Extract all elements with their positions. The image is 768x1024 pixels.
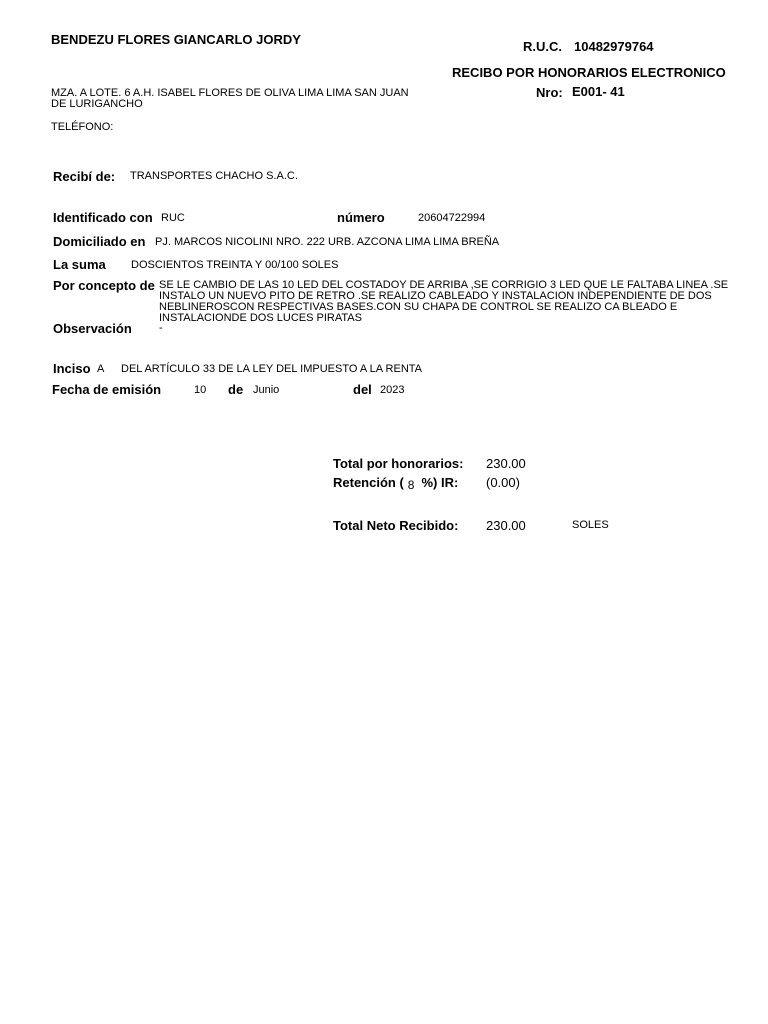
issuer-ruc: 10482979764 [574,39,654,54]
numero-label: número [337,210,385,225]
inciso-value: A [97,363,105,375]
numero-value: 20604722994 [418,212,486,224]
document-title: RECIBO POR HONORARIOS ELECTRONICO [452,65,726,80]
fecha-del-label: del [353,382,372,397]
observacion-value: - [159,322,163,334]
inciso-label: Inciso [53,361,91,376]
issuer-name: BENDEZU FLORES GIANCARLO JORDY [51,32,301,47]
identificado-label: Identificado con [53,210,153,225]
currency-label: SOLES [572,519,609,531]
total-neto-label: Total Neto Recibido: [333,518,459,533]
observacion-label: Observación [53,321,132,336]
phone-label: TELÉFONO: [51,121,114,133]
document-number: E001- 41 [572,84,625,99]
total-honorarios-label: Total por honorarios: [333,456,464,471]
retencion-label-end: %) IR: [421,475,459,490]
total-neto-value: 230.00 [486,518,526,533]
suma-value: DOSCIENTOS TREINTA Y 00/100 SOLES [131,259,339,271]
ruc-label: R.U.C. [523,39,562,54]
suma-label: La suma [53,257,106,272]
inciso-text: DEL ARTÍCULO 33 DE LA LEY DEL IMPUESTO A LA RENTA [121,363,422,375]
concepto-label: Por concepto de [53,278,155,293]
domicilio-value: PJ. MARCOS NICOLINI NRO. 222 URB. AZCONA LIMA LIMA BREÑA [155,236,500,248]
concepto-line: SE LE CAMBIO DE LAS 10 LED DEL COSTADOY DE ARRIBA ,SE CORRIGIO 3 LED QUE LE FALTABA LINEA .SE [159,279,729,291]
nro-label: Nro: [536,85,563,100]
fecha-de-label: de [228,382,244,397]
recibi-label: Recibí de: [53,169,116,184]
concepto-line: INSTALO UN NUEVO PITO DE RETRO .SE REALIZO CABLEADO Y INSTALACION INDEPENDIENTE DE DOS [159,290,712,302]
issuer-address: MZA. A LOTE. 6 A.H. ISABEL FLORES DE OLIVA LIMA LIMA SAN JUAN DE LURIGANCHO [51,87,409,110]
fecha-label: Fecha de emisión [52,382,162,397]
domicilio-label: Domiciliado en [53,234,146,249]
fecha-day: 10 [194,384,207,396]
retencion-percent: 8 [407,478,415,492]
concepto-line: NEBLINEROSCON RESPECTIVAS BASES.CON SU CHAPA DE CONTROL SE REALIZO CA BLEADO E [159,301,678,313]
identificado-value: RUC [161,212,185,224]
concepto-line: INSTALACIONDE DOS LUCES PIRATAS [159,312,362,324]
recibi-value: TRANSPORTES CHACHO S.A.C. [130,170,298,182]
retencion-label [333,475,459,492]
retencion-value: (0.00) [486,475,520,490]
total-honorarios-value: 230.00 [486,456,526,471]
fecha-year: 2023 [380,384,405,396]
retencion-label-start: Retención ( [333,475,404,490]
fecha-month: Junio [253,384,280,396]
